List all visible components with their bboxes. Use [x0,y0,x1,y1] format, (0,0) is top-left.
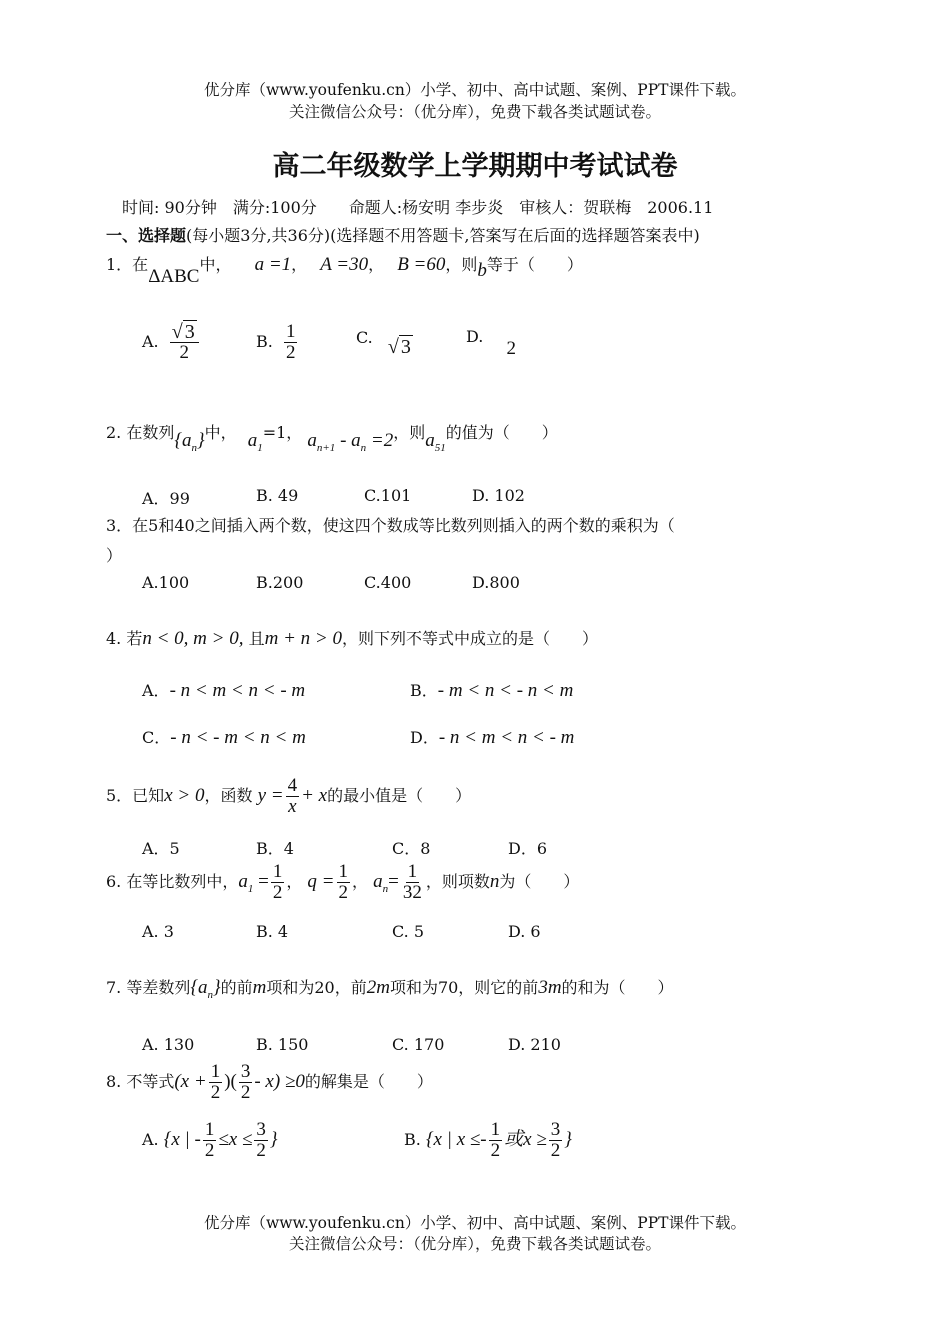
q6-h-den: 2 [272,882,283,903]
q2-rec-val: =2 [366,430,394,451]
q6-eq: = [253,871,269,892]
q7-p1: 的前 [220,978,253,997]
q7-m2: 2m [366,977,390,998]
q4-option-c-label: C． [142,728,171,747]
q1-mid: 中， [199,255,232,274]
q5-option-a: A．5 [142,839,180,858]
header-line-1: 优分库（www.youfenku.cn）小学、初中、高中试题、案例、PPT课件下载。 [203,81,747,99]
q1-option-d-label: D. [466,327,484,346]
q1-then: ，则 [445,255,478,274]
section-heading [106,223,700,246]
q8-option-b [404,1120,572,1161]
q1-number: 1．在 [106,255,149,274]
q8-rp: - x) ≥0 [254,1071,305,1092]
q1-option-b-den: 2 [285,342,296,363]
q6-a1: a [238,871,248,892]
q8-tail: 的解集是（ ） [304,1072,433,1091]
footer-line-1: 优分库（www.youfenku.cn）小学、初中、高中试题、案例、PPT课件下载。 [203,1214,747,1232]
q6-option-b: B. 4 [256,922,289,941]
q1-cond-B: B =60 [397,254,446,275]
q1-tail: 等于（ ） [486,255,583,274]
exam-info: 时间: 90分钟 满分:100分 命题人:杨安明 李步炎 审核人：贺联梅 2006.11 [122,198,714,217]
q4-option-b-label: B． [410,681,438,700]
section-title: 一、选择题 [106,226,187,245]
q7-p2: 项和为20，前 [266,978,367,997]
q1-option-c-val: 3 [400,336,411,358]
q8-lp: (x + [174,1071,207,1092]
q2-rec-mid: - a [335,430,361,451]
q2-a51: a [425,430,435,451]
q4-and: 且 [248,629,265,648]
q7-seq: {a [190,977,208,998]
q2-option-b: B. 49 [256,486,299,505]
q4-option-c-expr: - n < - m < n < m [170,727,306,748]
question-7 [106,975,674,1001]
q3-option-d: D.800 [472,573,520,592]
q8-a-frac1-den: 2 [204,1140,215,1161]
q8-option-a [142,1120,277,1161]
q7-p4: 的和为（ ） [561,978,674,997]
q1-option-c: C. √ 3 [356,328,411,358]
q8-a-frac1-num: 1 [204,1119,215,1140]
question-6: 6. 在等比数列中，$a_1$ = $\frac{1}{2}$ ， q = $\frac{1}{2}$ ， $a_n=$ $\frac{1}{32}$ ，则项数n为（ ） [106,861,580,903]
q8-option-b-label: B. [404,1130,426,1149]
q6-q: q = [307,871,335,892]
q4-number: 4. 若 [106,629,143,648]
q2-then: ，则 [393,423,426,442]
q8-option-a-end: } [269,1129,278,1150]
q7-p3: 项和为70，则它的前 [389,978,539,997]
q5-number: 5．已知 [106,786,165,805]
q1-option-a-num: 3 [184,321,195,343]
q8-t-num: 3 [240,1061,251,1082]
q6-tail: ，则项数 [425,872,490,891]
q4-tail: ，则下列不等式中成立的是（ ） [341,629,598,648]
q3-option-b: B.200 [256,573,304,592]
q1-triangle: ΔABC [148,266,200,287]
q1-option-b-label: B. [256,332,273,351]
q4-option-a-label: A． [142,681,170,700]
q8-h-num: 1 [210,1061,221,1082]
q6-tail2: 为（ ） [499,872,580,891]
q5-frac-den: x [288,796,297,817]
q8-number: 8. 不等式 [106,1072,175,1091]
q5-cond: x > 0 [164,785,205,806]
question-5 [106,776,471,817]
footer-line-2: 关注微信公众号：（优分库），免费下载各类试题试卷。 [288,1235,661,1253]
q6-q-den: 2 [338,882,348,903]
q3-option-a: A.100 [142,573,190,592]
q2-rec1-sub: n+1 [316,442,336,454]
q5-frac-num: 4 [287,775,298,796]
question-4 [106,626,598,650]
q5-option-b: B．4 [256,839,294,858]
q8-option-a-mid: ≤x ≤ [218,1129,253,1150]
q1-option-a: A. $\frac{√ 3}{2}$ [142,322,201,363]
q3-option-c: C.400 [364,573,412,592]
q4-cond: n < 0, m > 0, [142,628,244,649]
q7-option-b: B. 150 [256,1035,309,1054]
q8-option-a-pre: {x | - [163,1129,201,1150]
q1-option-a-label: A. [142,332,159,351]
q1-option-d [466,326,516,359]
question-2 [106,420,558,454]
q4-cond2: m + n > 0 [264,628,342,649]
section-note: (每小题3分,共36分)(选择题不用答题卡,答案写在后面的选择题答案表中) [186,226,700,245]
q2-number: 2. 在数列 [106,423,175,442]
q6-option-a: A. 3 [142,922,174,941]
q5-option-d: D．6 [508,839,548,858]
q8-mid: )( [224,1071,237,1092]
q4-option-d-expr: - n < m < n < - m [438,727,575,748]
q6-option-c: C. 5 [392,922,425,941]
q1-option-a-den: 2 [179,342,189,363]
q2-rec1: a [307,430,317,451]
q4-option-b-expr: - m < n < - n < m [437,680,574,701]
q5-plus: + x [301,785,328,806]
q6-q-num: 1 [338,861,348,882]
question-8 [106,1062,433,1103]
q8-b-frac1-num: 1 [490,1119,501,1140]
q7-number: 7. 等差数列 [106,978,191,997]
q5-mid: ，函数 [204,786,253,805]
q8-h-den: 2 [210,1082,221,1103]
q2-seq-sub: n [191,442,197,454]
q7-seq-end: } [212,977,221,998]
q2-seq: {a [174,430,192,451]
q2-tail: 的值为（ ） [445,423,558,442]
q7-seq-sub: n [207,989,213,1001]
q1-option-b-num: 1 [285,321,296,342]
q6-h-num: 1 [272,861,283,882]
q5-y: y = [257,785,284,806]
q4-option-d-label: D． [410,728,439,747]
q1-cond-a: a =1 [254,254,292,275]
q7-m: m [252,977,267,998]
q8-option-a-label: A. [142,1130,164,1149]
q2-rec2-sub: n [360,442,367,454]
q2-a1-sub: 1 [257,442,263,454]
question-3-line-2: ） [106,546,123,565]
q1-option-b [256,322,299,363]
q4-option-d [410,725,574,749]
q8-a-frac2-num: 3 [256,1119,266,1140]
q2-a51-sub: 51 [434,442,446,454]
q6-a1-sub: 1 [247,883,254,895]
q4-option-a [142,678,305,702]
q8-b-frac2-den: 2 [550,1140,561,1161]
q5-option-c: C．8 [392,839,431,858]
q5-tail: 的最小值是（ ） [327,786,472,805]
q6-an: a [373,871,383,892]
q7-option-d: D. 210 [508,1035,561,1054]
q8-t-den: 2 [240,1082,251,1103]
q8-a-frac2-den: 2 [256,1140,266,1161]
q6-option-d: D. 6 [508,922,541,941]
q8-b-frac2-num: 3 [550,1119,561,1140]
q7-option-a: A. 130 [142,1035,195,1054]
header-line-2: 关注微信公众号：（优分库），免费下载各类试题试卷。 [288,103,661,121]
q8-option-b-end: } [564,1129,572,1150]
q8-b-frac1-den: 2 [490,1140,501,1161]
q2-a1-val: =1， [262,423,303,442]
q7-m3: 3m [538,977,562,998]
q1-option-c-label: C. [356,328,373,347]
q1-option-d-val: 2 [506,338,516,359]
q2-a1: a [247,430,258,451]
q2-option-c: C.101 [364,486,412,505]
q2-seq-end: } [196,430,205,451]
q2-mid: 中， [204,423,237,442]
q7-option-c: C. 170 [392,1035,445,1054]
question-3-line-1: 3．在5和40之间插入两个数，使这四个数成等比数列则插入的两个数的乘积为（ [106,516,675,535]
q1-var: b [477,260,487,281]
q6-n: n [489,871,500,892]
q4-option-a-expr: - n < m < n < - m [169,680,306,701]
q8-option-b-pre: {x | x ≤- [425,1129,487,1150]
q1-cond-A: A =30 [320,254,369,275]
page-title: 高二年级数学上学期期中考试试卷 [272,151,678,182]
q4-option-c [142,725,306,749]
q6-an-sub: n [382,883,389,895]
q2-option-a: A．99 [142,489,190,508]
q6-t-num: 1 [407,861,418,882]
question-1: 1．在ΔABC中， a =1， A =30， B =60，则b等于（ ） [106,254,583,287]
q4-option-b [410,678,573,702]
q6-t-den: 32 [402,882,422,903]
q6-number: 6. 在等比数列中， [106,872,239,891]
q2-option-d: D. 102 [472,486,525,505]
q8-option-b-or: 或x ≥ [504,1129,547,1150]
